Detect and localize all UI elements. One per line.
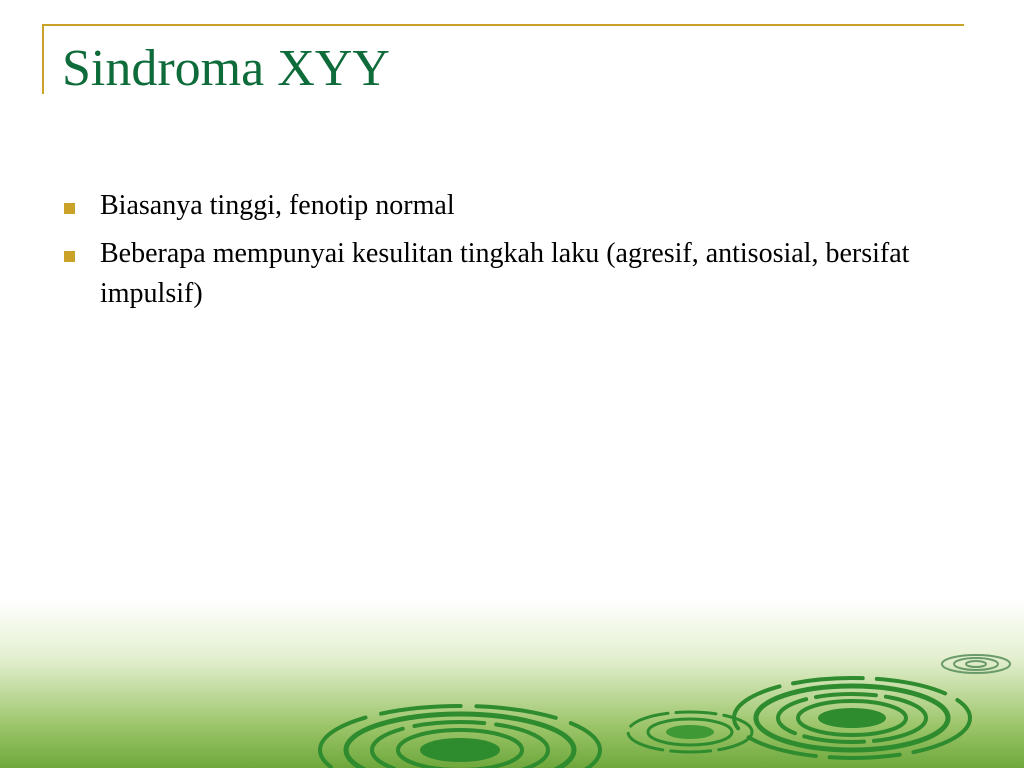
bullet-item [62,234,992,314]
title-frame-top-rule [42,24,964,26]
title-frame-left-rule [42,24,44,94]
square-bullet-icon [64,203,75,214]
bullet-item [62,186,992,226]
bullet-list [62,186,992,322]
slide-title: Sindroma XYY [62,40,390,97]
bullet-text: Beberapa mempunyai kesulitan tingkah laku (agresif, antisosial, bersifat impulsif) [100,238,910,309]
square-bullet-icon [64,251,75,262]
water-ripple-icon [0,600,1024,768]
bullet-text: Biasanya tinggi, fenotip normal [100,190,455,221]
